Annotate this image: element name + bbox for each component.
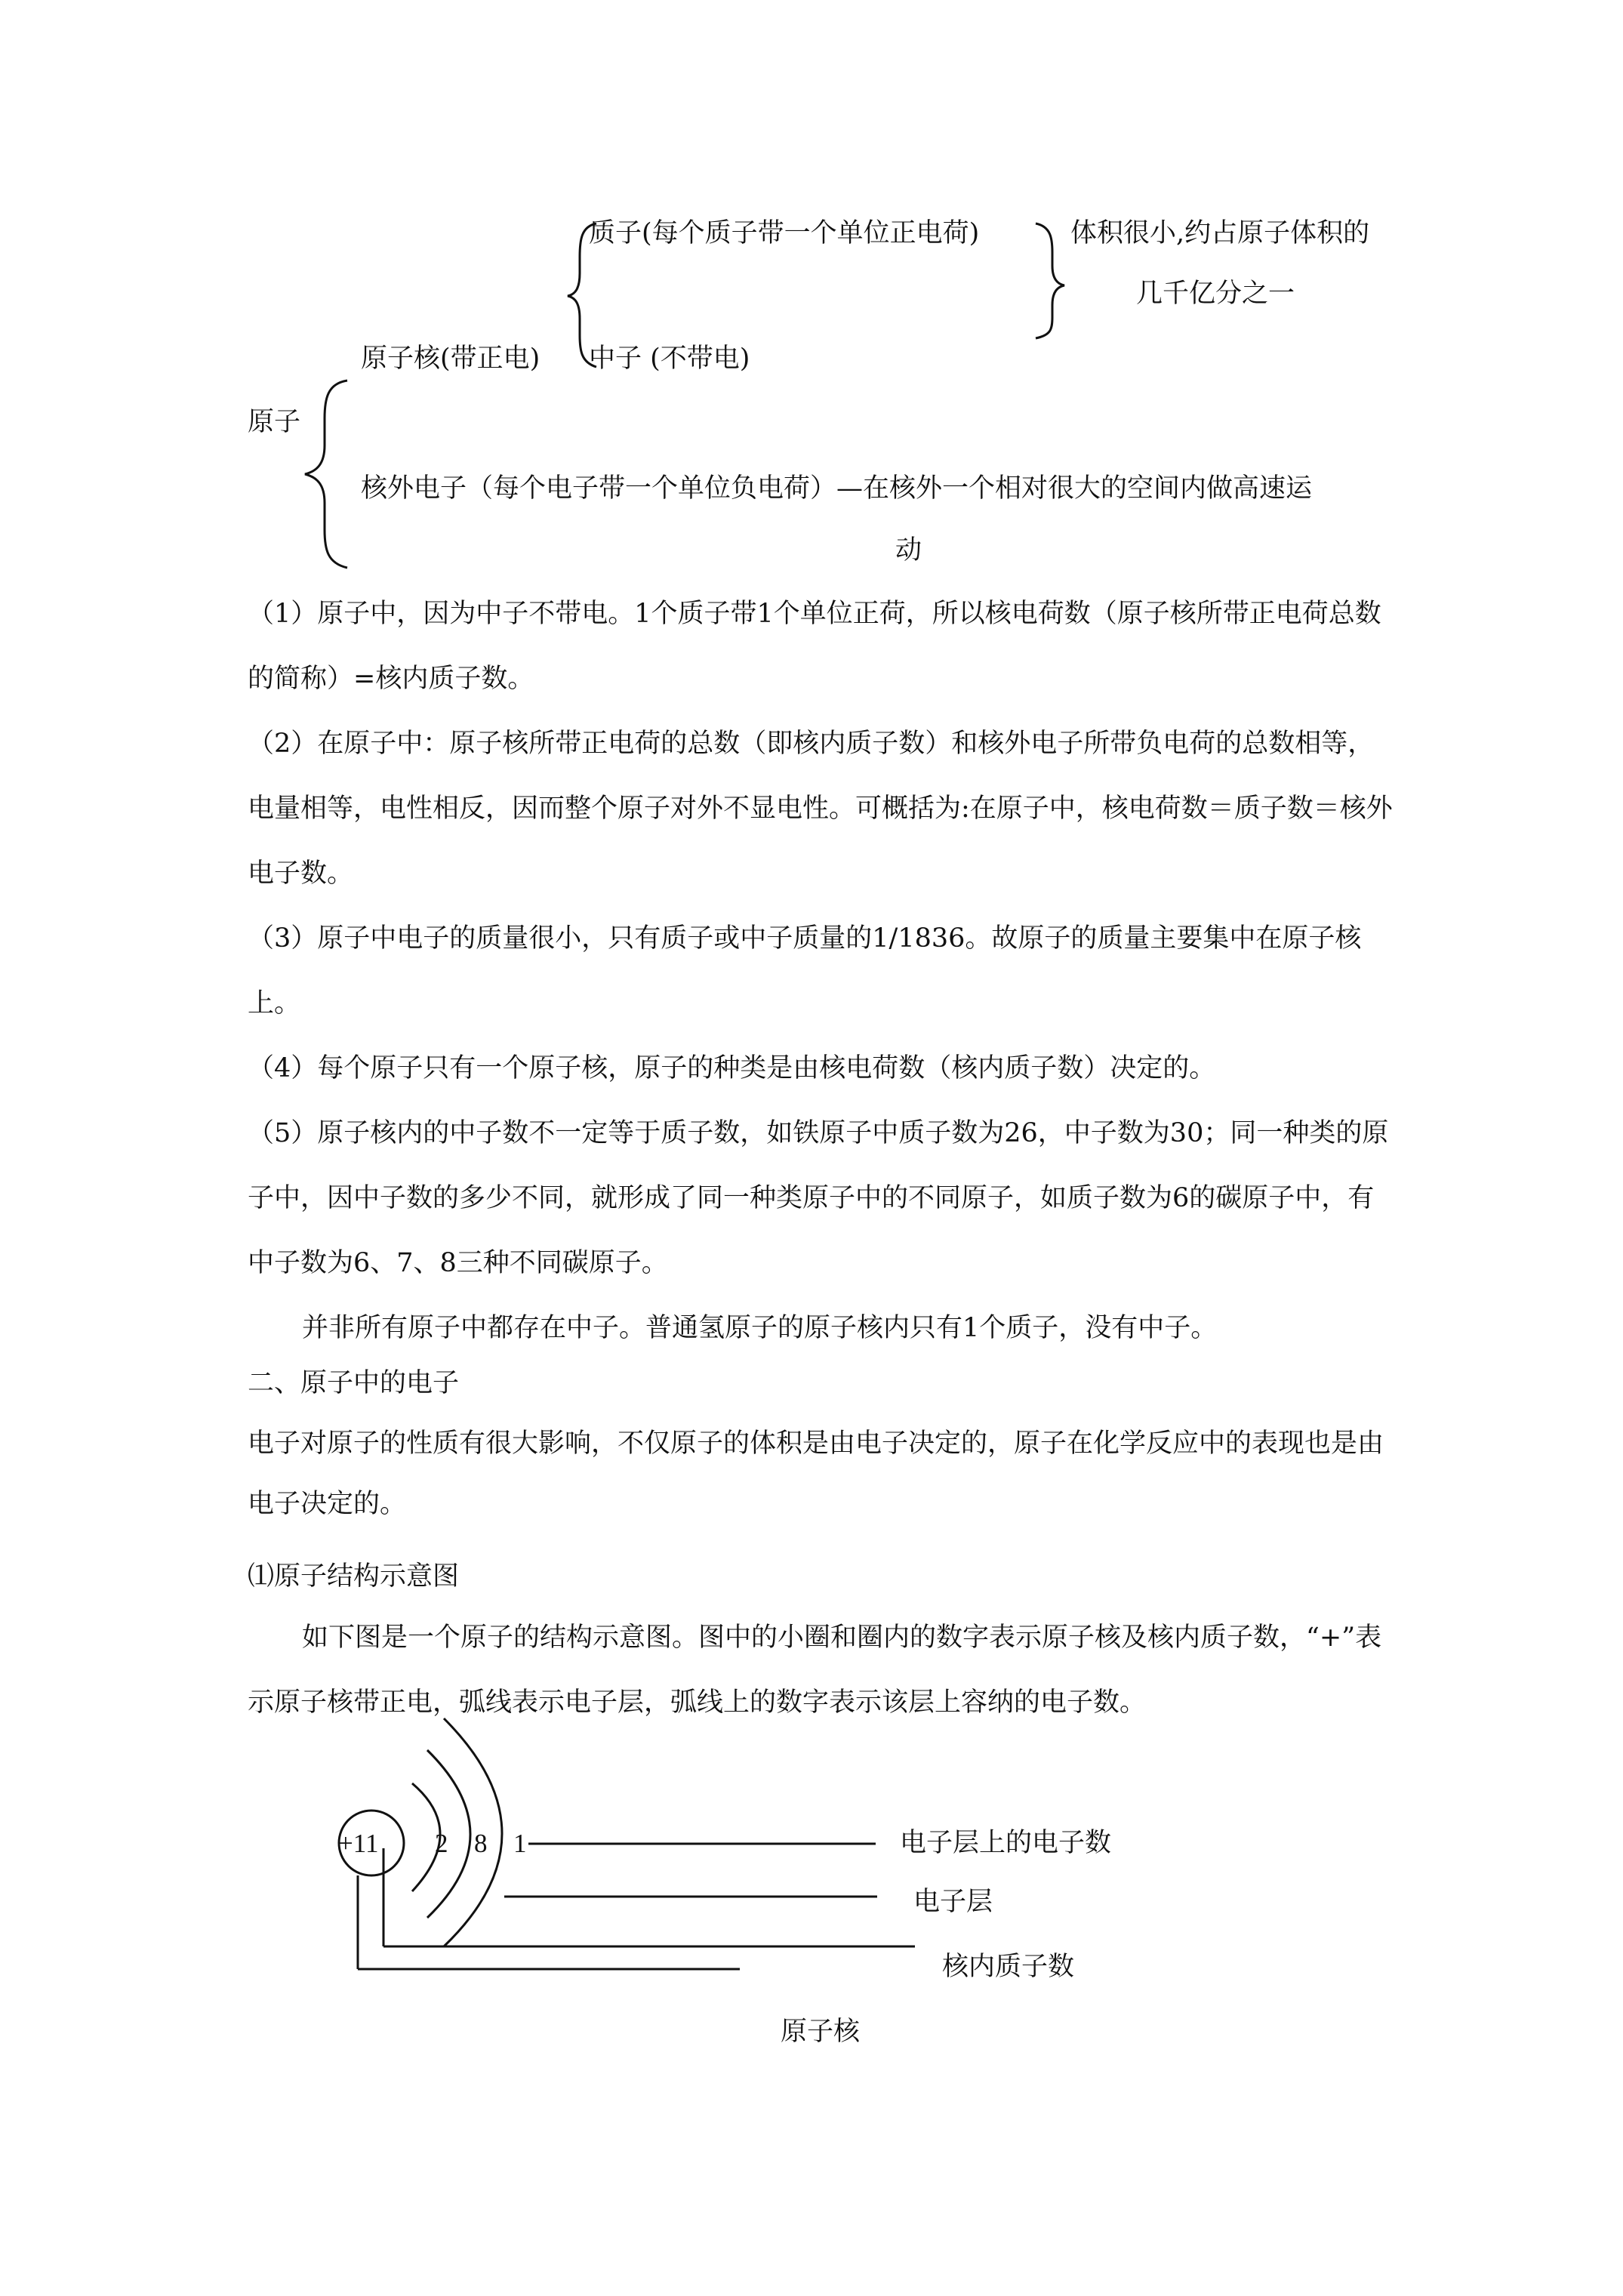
shell-1-electrons: 2 — [435, 1829, 448, 1858]
point-4: （4）每个原子只有一个原子核，原子的种类是由核电荷数（核内质子数）决定的。 — [248, 1053, 1216, 1083]
tree-proton: 质子(每个质子带一个单位正电荷) — [589, 218, 980, 248]
section-title: 二、原子中的电子 — [248, 1368, 460, 1398]
point-1: （1）原子中，因为中子不带电。1个质子带1个单位正荷，所以核电荷数（原子核所带正电荷总数的简称）=核内质子数。 — [248, 599, 1381, 694]
note-hydrogen: 并非所有原子中都存在中子。普通氢原子的原子核内只有1个质子，没有中子。 — [302, 1313, 1218, 1343]
label-nucleus: 原子核 — [781, 2017, 861, 2047]
label-shell-electron-count: 电子层上的电子数 — [900, 1828, 1112, 1858]
label-proton-count: 核内质子数 — [942, 1952, 1075, 1982]
subsection-title: ⑴原子结构示意图 — [248, 1561, 460, 1592]
point-3: （3）原子中电子的质量很小，只有质子或中子质量的1/1836。故原子的质量主要集中在原子核上。 — [248, 923, 1362, 1019]
point-2: （2）在原子中：原子核所带正电荷的总数（即核内质子数）和核外电子所带负电荷的总数相等，电量相等，电性相反，因而整个原子对外不显电性。可概括为:在原子中，核电荷数＝质子数＝核外电子数。 — [248, 729, 1393, 889]
shell-3-electrons: 1 — [513, 1829, 527, 1858]
tree-nucleus-size-line1: 体积很小,约占原子体积的 — [1070, 218, 1370, 248]
shell-arc-2 — [427, 1750, 470, 1918]
tree-nucleus: 原子核(带正电) — [361, 344, 540, 374]
tree-nucleus-size-line2: 几千亿分之一 — [1136, 279, 1295, 309]
point-5: （5）原子核内的中子数不一定等于质子数，如铁原子中质子数为26，中子数为30；同一种类的原子中，因中子数的多少不同，就形成了同一种类原子中的不同原子，如质子数为6的碳原子中，有中子数为6、7、8三种不同碳原子。 — [248, 1118, 1389, 1278]
diagram-intro: 如下图是一个原子的结构示意图。图中的小圈和圈内的数字表示原子核及核内质子数，“+”表示原子核带正电，弧线表示电子层，弧线上的数字表示该层上容纳的电子数。 — [248, 1623, 1382, 1718]
tree-electron-line2: 动 — [895, 535, 922, 566]
shell-arc-3 — [444, 1718, 502, 1946]
label-shell: 电子层 — [913, 1887, 993, 1917]
nucleus-charge: +11 — [338, 1829, 379, 1858]
shell-2-electrons: 8 — [474, 1829, 488, 1858]
tree-neutron: 中子 (不带电) — [589, 344, 750, 374]
section-intro: 电子对原子的性质有很大影响，不仅原子的体积是由电子决定的，原子在化学反应中的表现也是由电子决定的。 — [248, 1428, 1384, 1519]
tree-electron-line1: 核外电子（每个电子带一个单位负电荷）—在核外一个相对很大的空间内做高速运 — [361, 473, 1313, 504]
tree-root-atom: 原子 — [248, 407, 301, 437]
